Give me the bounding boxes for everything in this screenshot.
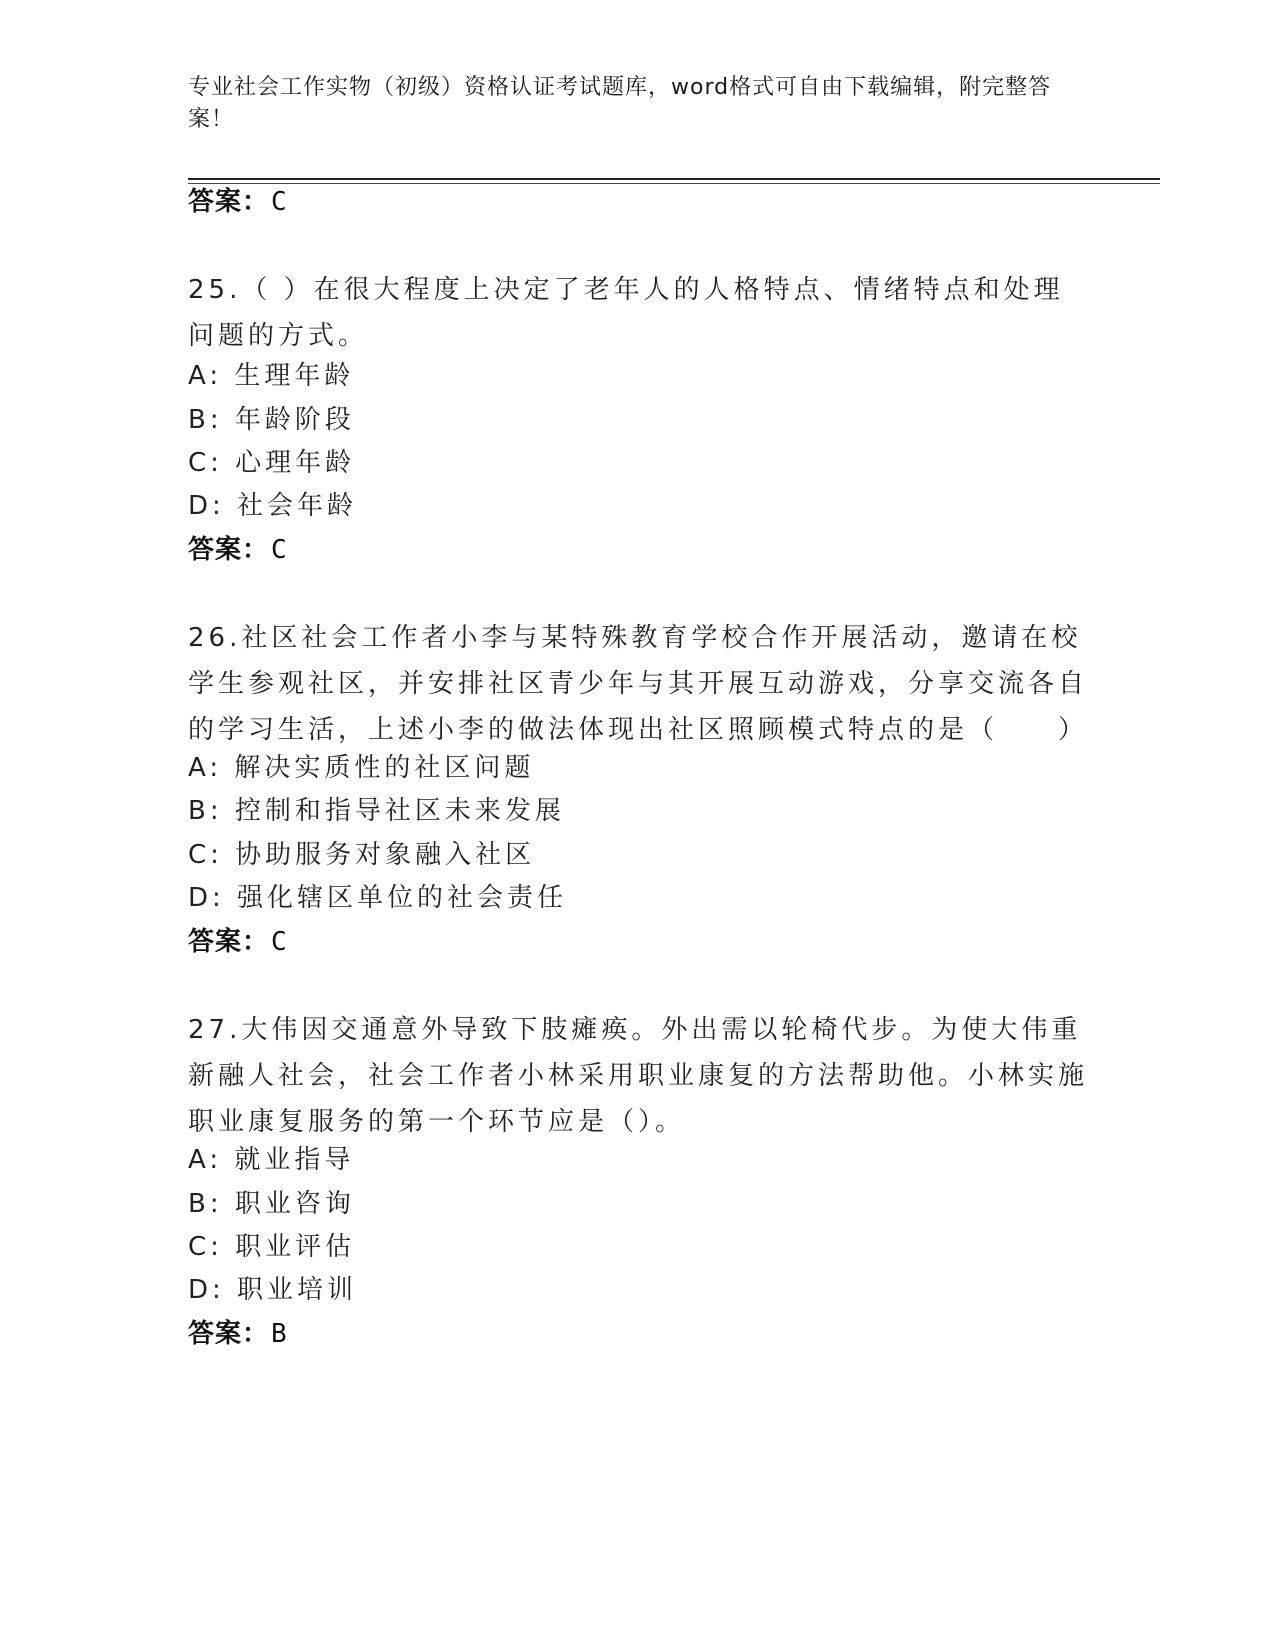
option-b: B: 年龄阶段 bbox=[188, 405, 355, 435]
header-divider-thick bbox=[188, 178, 1160, 180]
question-text: 26.社区社会工作者小李与某特殊教育学校合作开展活动，邀请在校学生参观社区，并安排社区青少年与其开展互动游戏，分享交流各自的学习生活，上述小李的做法体现出社区照顾模式特点的是（ ） bbox=[188, 623, 1089, 745]
answer-label: 答案： bbox=[188, 927, 270, 957]
answer-label: 答案： bbox=[188, 187, 270, 217]
option-c: C: 协助服务对象融入社区 bbox=[188, 840, 536, 870]
option-b: B: 控制和指导社区未来发展 bbox=[188, 796, 565, 826]
option-c: C: 心理年龄 bbox=[188, 448, 356, 478]
option-b: B: 职业咨询 bbox=[188, 1189, 355, 1219]
header-divider-thin bbox=[188, 183, 1160, 184]
answer-value: C bbox=[271, 187, 288, 217]
answer-value: C bbox=[271, 535, 288, 565]
answer-line bbox=[188, 534, 288, 566]
option-d: D: 职业培训 bbox=[188, 1275, 358, 1305]
question-text: 27.大伟因交通意外导致下肢瘫痪。外出需以轮椅代步。为使大伟重新融人社会，社会工作者小林采用职业康复的方法帮助他。小林实施职业康复服务的第一个环节应是（）。 bbox=[188, 1015, 1089, 1137]
answer-line bbox=[188, 186, 288, 218]
answer-line bbox=[188, 926, 288, 958]
option-a: A: 解决实质性的社区问题 bbox=[188, 753, 535, 783]
answer-value: C bbox=[271, 927, 288, 957]
option-a: A: 生理年龄 bbox=[188, 361, 355, 391]
option-c: C: 职业评估 bbox=[188, 1232, 356, 1262]
option-d: D: 强化辖区单位的社会责任 bbox=[188, 883, 568, 913]
option-d: D: 社会年龄 bbox=[188, 491, 358, 521]
answer-label: 答案： bbox=[188, 1319, 270, 1349]
answer-value: B bbox=[271, 1319, 288, 1349]
option-a: A: 就业指导 bbox=[188, 1145, 355, 1175]
page-header: 专业社会工作实物（初级）资格认证考试题库，word格式可自由下载编辑，附完整答案！ bbox=[188, 75, 1052, 132]
answer-label: 答案： bbox=[188, 535, 270, 565]
question-text: 25.（ ）在很大程度上决定了老年人的人格特点、情绪特点和处理问题的方式。 bbox=[188, 275, 1064, 351]
answer-line bbox=[188, 1318, 288, 1350]
